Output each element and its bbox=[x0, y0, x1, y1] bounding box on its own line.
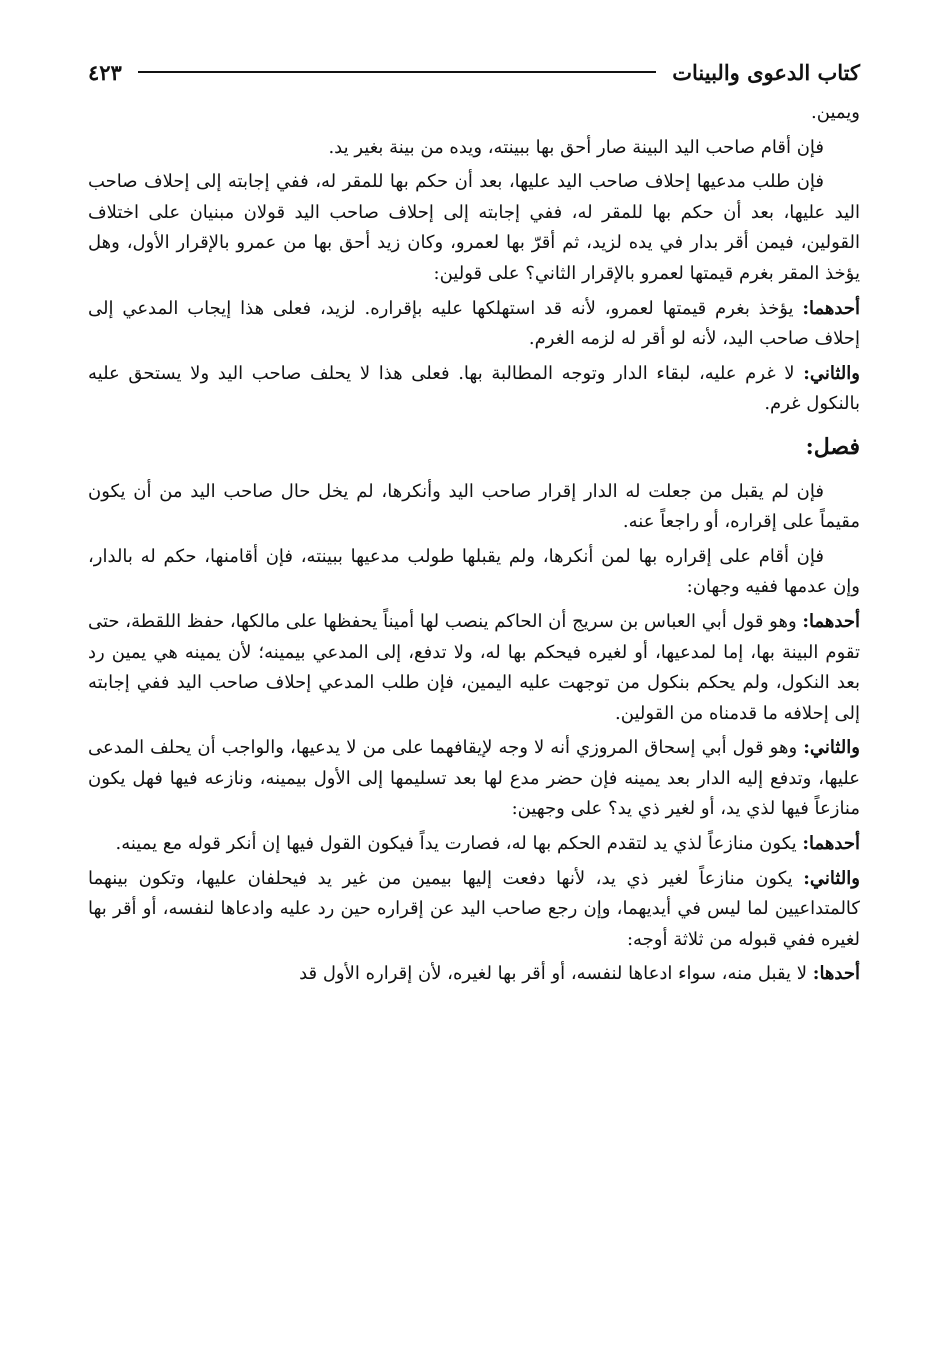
paragraph-text: يؤخذ بغرم قيمتها لعمرو، لأنه قد استهلكها عليه بإقراره. لزيد، فعلى هذا إيجاب المدعي إلى إحلاف صاحب اليد، لأنه لو أقر له لزمه الغرم. bbox=[88, 297, 860, 350]
paragraph-lead: أحدهما: bbox=[802, 297, 860, 319]
paragraph bbox=[88, 829, 860, 860]
paragraph-lead: أحدها: bbox=[812, 963, 860, 985]
paragraph bbox=[88, 542, 860, 603]
paragraph-text: ويمين. bbox=[811, 102, 860, 123]
paragraph-text: لا يقبل منه، سواء ادعاها لنفسه، أو أقر بها لغيره، لأن إقراره الأول قد bbox=[299, 963, 808, 985]
paragraph bbox=[88, 864, 860, 956]
paragraph-lead: أحدهما: bbox=[802, 833, 860, 855]
paragraph bbox=[88, 359, 860, 420]
running-header bbox=[88, 52, 860, 92]
paragraph-text: فإن طلب مدعيها إحلاف صاحب اليد عليها، بعد أن حكم بها للمقر له، ففي إجابته إلى إحلاف صاحب اليد عليها، بعد أن حكم بها للمقر له، ففي إجابته إلى إحلاف صاحب اليد قولان مبنيان على اختلاف القولين، فيمن أقر بدار في يده لزيد، ثم أقرّ بها لعمرو، وكان زيد أحق بها من عمرو بالإقرار الأول، وهل يؤخذ المقر بغرم قيمتها لعمرو بالإقرار الثاني؟ على قولين: bbox=[88, 171, 860, 284]
paragraph bbox=[88, 477, 860, 538]
paragraph-text: يكون منازعاً لغير ذي يد، لأنها دفعت إليها بيمين من غير يد فيحلفان عليها، وتكون بينهما كالمتداعيين لما ليس في أيديهما، وإن رجع صاحب اليد عن إقراره حين رد عليه وادعاها لنفسه، أو أقر بها لغيره ففي قبوله من ثلاثة أوجه: bbox=[88, 867, 860, 950]
paragraph-lead: والثاني: bbox=[803, 867, 860, 889]
paragraph bbox=[88, 294, 860, 355]
header-rule bbox=[138, 71, 656, 73]
paragraph-text: فإن أقام على إقراره بها لمن أنكرها، ولم يقبلها طولب مدعيها ببينته، فإن أقامنها، حكم له بالدار، وإن عدمها ففيه وجهان: bbox=[88, 545, 860, 598]
main-text bbox=[88, 98, 860, 990]
paragraph-lead: والثاني: bbox=[803, 737, 860, 759]
paragraph-text: فإن لم يقبل من جعلت له الدار إقرار صاحب اليد وأنكرها، لم يخل حال صاحب اليد من أن يكون مقيماً على إقراره، أو راجعاً عنه. bbox=[88, 480, 860, 533]
paragraph-text: لا غرم عليه، لبقاء الدار وتوجه المطالبة بها. فعلى هذا لا يحلف صاحب اليد ولا يستحق عليه بالنكول غرم. bbox=[88, 362, 860, 415]
paragraph bbox=[88, 959, 860, 990]
paragraph-lead: أحدهما: bbox=[802, 610, 860, 632]
paragraph-text: وهو قول أبي إسحاق المروزي أنه لا وجه لإيقافهما على من لا يدعيها، والواجب أن يحلف المدعى عليها، وتدفع إليه الدار بعد يمينه فإن حضر مدع لها بعد تسليمها إلى الأول بيمينه، ونازعه فيها فهل يكون منازعاً فيها لذي يد، أو لغير ذي يد؟ على وجهين: bbox=[88, 737, 860, 820]
paragraph bbox=[88, 98, 860, 129]
section-heading: فصل: bbox=[805, 433, 860, 460]
paragraph bbox=[88, 167, 860, 289]
paragraph-text: وهو قول أبي العباس بن سريج أن الحاكم ينصب لها أميناً يحفظها على مالكها، حفظ اللقطة، حتى تقوم البينة بها، إما لمدعيها، أو لغيره فيحكم بها له، ولا تدفع، إلى المدعي بيمينه؛ لأن يمينه هي يمين رد بعد النكول، ولم يحكم بنكول من توجهت عليه اليمين، فإن طلب المدعي إحلاف صاحب اليد ففي إجابته إلى إحلافه ما قدمناه من القولين. bbox=[88, 610, 860, 724]
book-title: كتاب الدعوى والبينات bbox=[672, 59, 860, 85]
paragraph-lead: والثاني: bbox=[803, 362, 860, 384]
paragraph bbox=[88, 133, 860, 164]
paragraph-text: يكون منازعاً لذي يد لتقدم الحكم بها له، فصارت يداً فيكون القول فيها إن أنكر قوله مع يمينه. bbox=[115, 833, 797, 855]
page-number: ٤٢٣ bbox=[88, 59, 122, 85]
paragraph-text: فإن أقام صاحب اليد البينة صار أحق بها ببينته، ويده من بينة بغير يد. bbox=[328, 136, 824, 158]
paragraph bbox=[88, 607, 860, 729]
paragraph bbox=[88, 733, 860, 825]
